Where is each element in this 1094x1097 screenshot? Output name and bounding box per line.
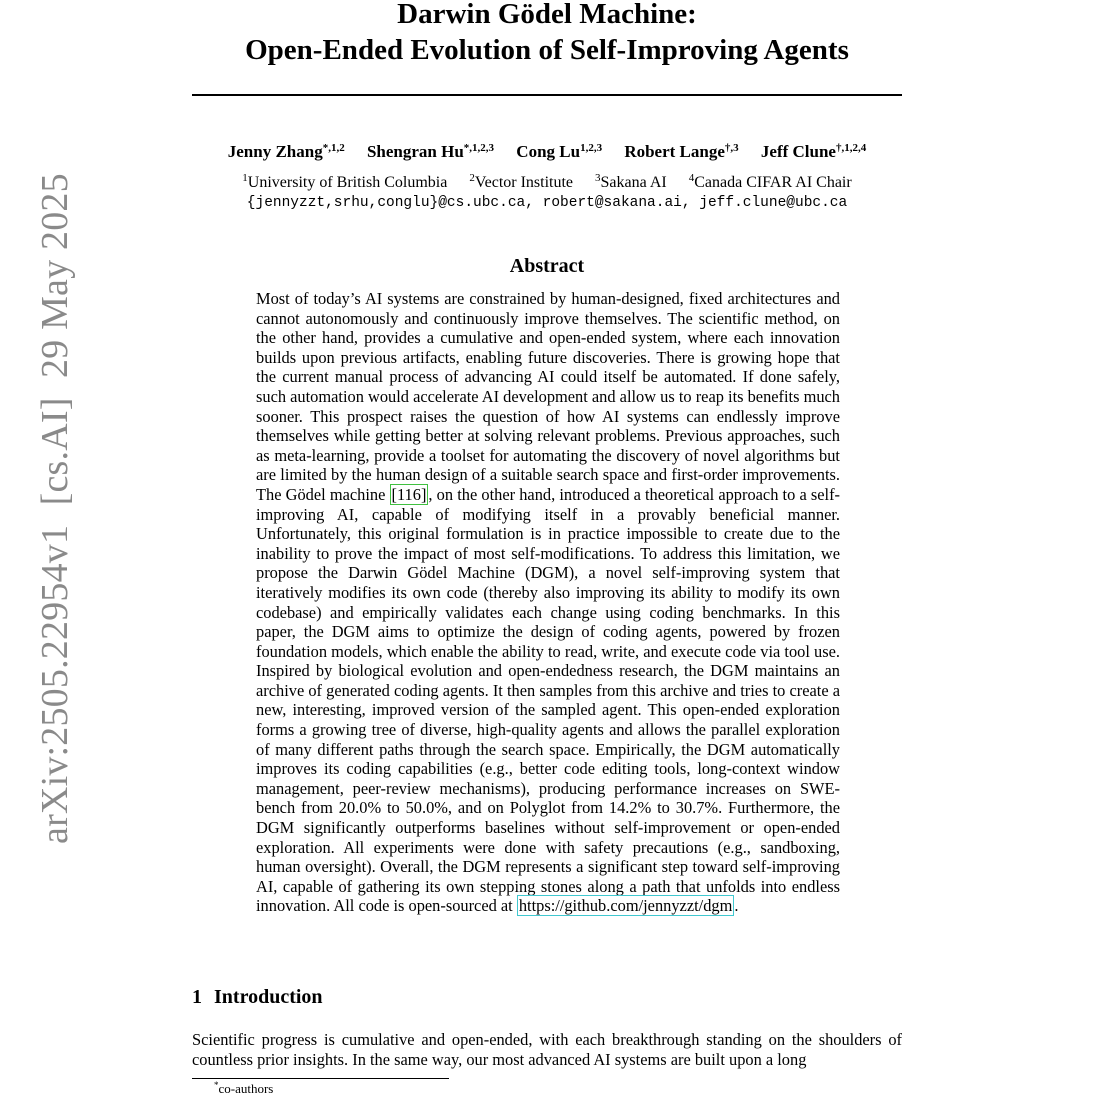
author: Cong Lu$^{1,2,3}$ <box>516 142 603 161</box>
abstract-heading: Abstract <box>509 255 585 277</box>
affiliation: $^4$Canada CIFAR AI Chair <box>688 172 852 191</box>
title-rule <box>192 94 902 96</box>
author: Shengran $Hu^{*,1,2,3}$ <box>366 142 495 161</box>
author-list <box>192 142 902 162</box>
title-line-1: Darwin Gödel Machine: <box>397 0 697 30</box>
arxiv-date: 29 May 2025 <box>34 173 76 379</box>
author: Jeff Clune$^{\dagger,1,2,4}$ <box>760 142 867 161</box>
arxiv-category: [cs.AI] <box>34 397 76 506</box>
citation-link[interactable]: [116] <box>391 484 427 504</box>
section-number: 1 <box>192 986 202 1008</box>
author: Robert Lange$^{\dagger,3}$ <box>624 142 739 161</box>
section-heading <box>192 986 323 1009</box>
footnote-text: co-authors <box>218 1081 274 1096</box>
arxiv-sidebar-text <box>33 173 77 844</box>
introduction-text: Scientific progress is cumulative and open-ended, with each breakthrough standing on the shoulders of countless prior insights. In the same way, our most advanced AI systems are built upon a long <box>192 1030 902 1069</box>
github-link[interactable]: https://github.com/jennyzzt/dgm <box>518 896 733 916</box>
affiliation: $^3$Sakana AI <box>595 172 667 191</box>
arxiv-id: arXiv:2505.22954v1 <box>34 524 76 844</box>
paper-title <box>192 0 902 68</box>
title-line-2: Open-Ended Evolution of Self-Improving Agents <box>245 34 849 66</box>
abstract-text: Most of today’s AI systems are constrained by human-designed, fixed architectures and cannot autonomously and continuously improve themselves. The scientific method, on the other hand, provides a cumulative and open-ended system, where each innovation builds upon previous artifacts, enabling future discoveries. There is growing hope that the current manual process of advancing AI could itself be automated. If done safely, such automation would accelerate AI development and allow us to reap its benefits much sooner. This prospect raises the question of how AI systems can endlessly improve themselves while getting better at solving relevant problems. Previous approaches, such as meta-learning, provide a toolset for automating the discovery of novel algorithms but are limited by the human design of a suitable search space and first-order improvements. The Gödel machine [116] , on the other hand, introduced a theoretical approach to a self-improving AI, capable of modifying itself in a provably beneficial manner. Unfortunately, this original formulation is in practice impossible to create due to the inability to prove the impact of most self-modifications. To address this limitation, we propose the Darwin Gödel Machine (DGM), a novel self-improving system that iteratively modifies its own code (thereby also improving its ability to modify its own codebase) and empirically validates each change using coding benchmarks. In this paper, the DGM aims to optimize the design of coding agents, powered by frozen foundation models, which enable the ability to read, write, and execute code via tool use. Inspired by biological evolution and open-endedness research, the DGM maintains an archive of generated coding agents. It then samples from this archive and tries to create a new, interesting, improved version of the sampled agent. This open-ended exploration forms a growing tree of diverse, high-quality agents and allows the parallel exploration of many different paths through the search space. Empirically, the DGM automatically improves its coding capabilities (e.g., better code editing tools, long-context window management, peer-review mechanisms), producing performance increases on SWE-bench from 20.0% to 50.0%, and on Polyglot from 14.2% to 30.7%. Furthermore, the DGM significantly outperforms baselines without self-improvement or open-ended exploration. All experiments were done with safety precautions (e.g., sandboxing, human oversight). Overall, the DGM represents a significant step toward self-improving AI, capable of gathering its own stepping stones along a path that unfolds into endless innovation. All code is open-sourced at https://github.com/jennyzzt/dgm . <box>256 289 840 916</box>
author-emails: {jennyzzt,srhu,conglu}@cs.ubc.ca, robert@sakana.ai, jeff.clune@ubc.ca <box>246 195 848 211</box>
footnote-mark: * <box>214 1080 219 1090</box>
affiliation-list <box>192 174 902 192</box>
footnote <box>214 1081 273 1097</box>
affiliation: $^2$Vector Institute <box>469 172 574 191</box>
author: Jenny Zhang$^{*,1,2}$ <box>227 142 345 161</box>
section-title: Introduction <box>214 986 323 1008</box>
affiliation: $^1$University of British Columbia <box>242 172 448 191</box>
footnote-rule <box>192 1078 449 1079</box>
